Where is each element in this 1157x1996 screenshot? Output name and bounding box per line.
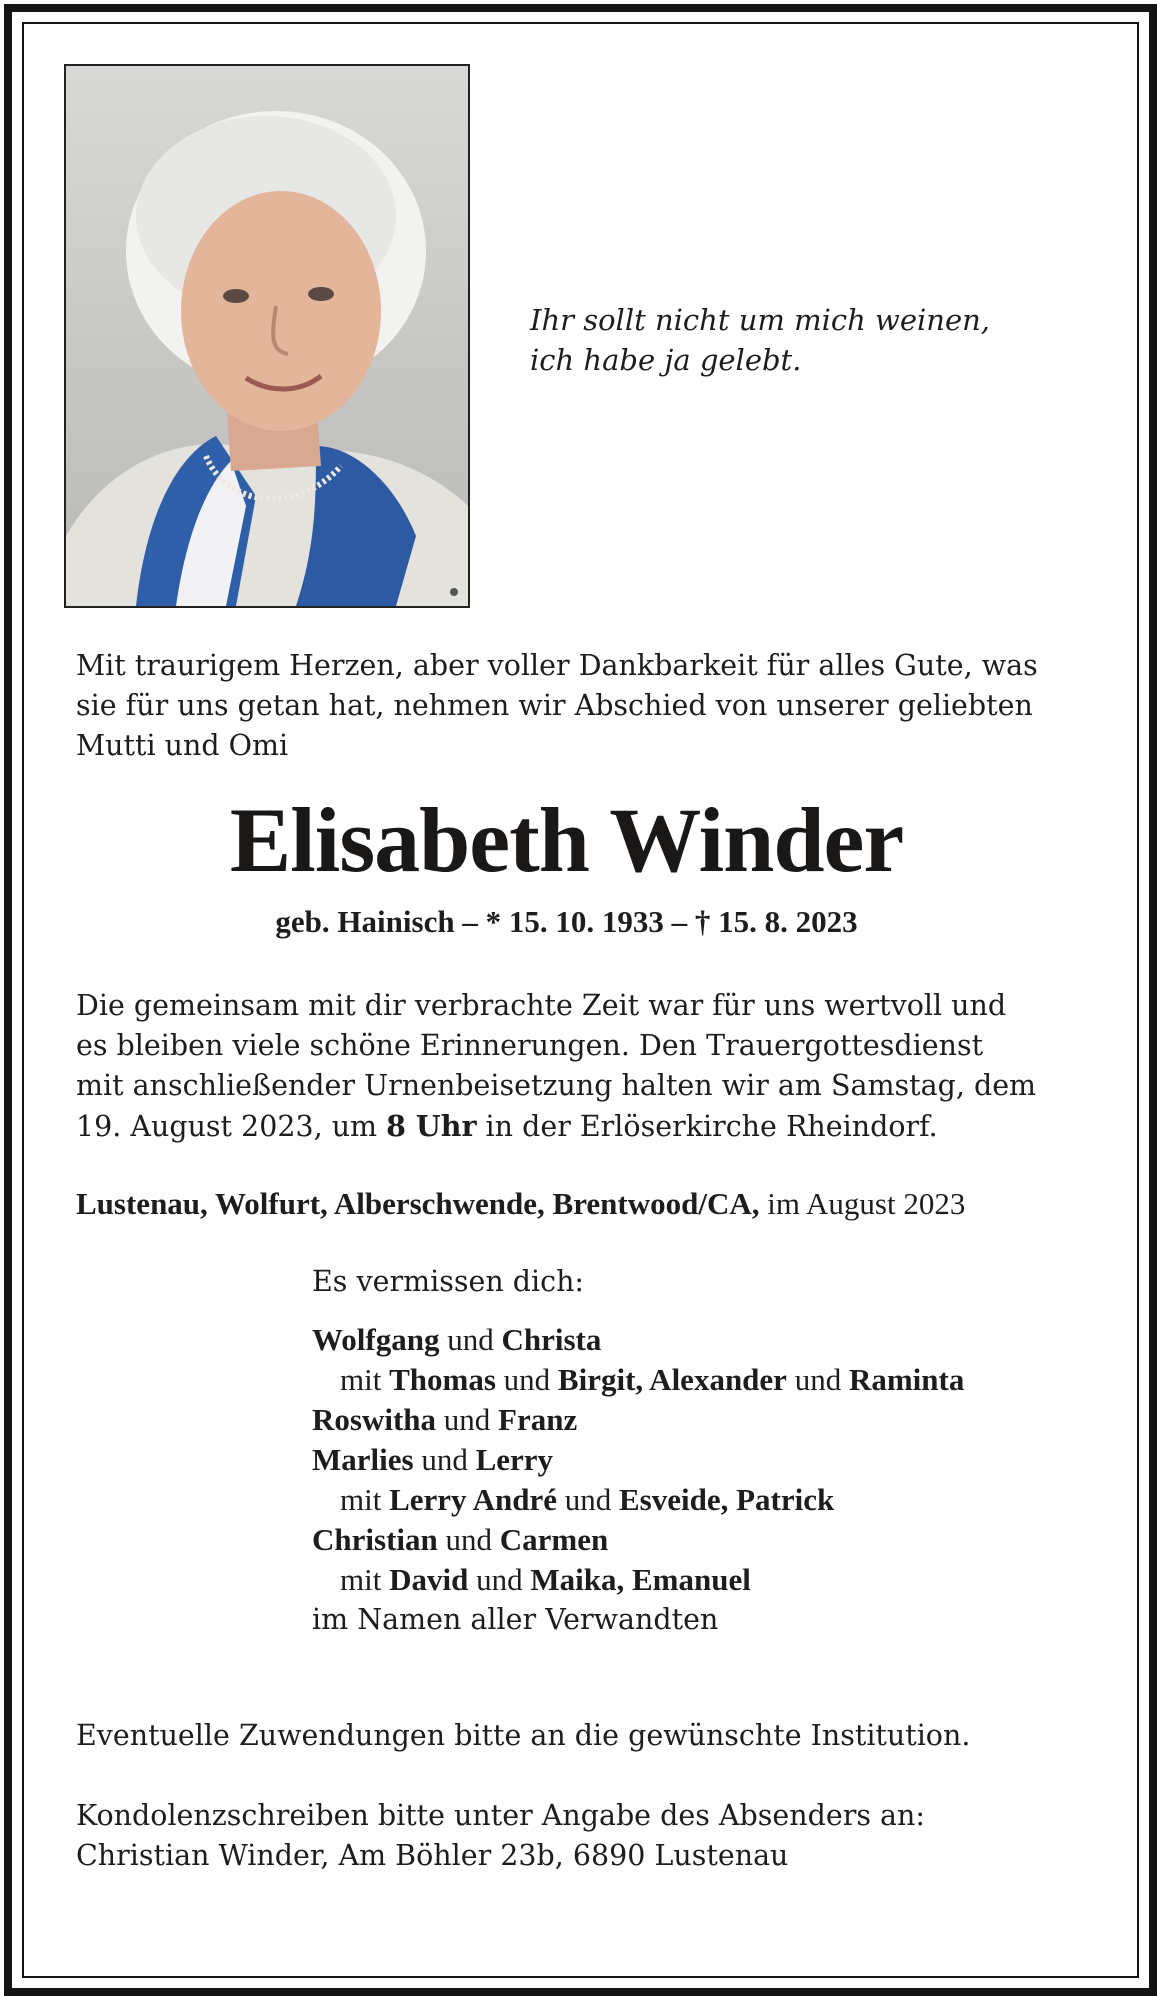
mourner-row <box>312 1320 1112 1360</box>
portrait-illustration <box>66 66 468 606</box>
mourner-name: Marlies <box>312 1442 414 1477</box>
mourner-row <box>312 1440 1112 1480</box>
mourner-name: Lerry <box>475 1442 554 1477</box>
mourner-row <box>312 1520 1112 1560</box>
places-list: Lustenau, Wolfurt, Alberschwende, Brentwood/CA, <box>76 1186 760 1221</box>
conjunction: und <box>503 1362 551 1397</box>
mourners-closing: im Namen aller Verwandten <box>312 1603 719 1636</box>
service-location: in der Erlöserkirche Rheindorf. <box>476 1110 938 1143</box>
conjunction: und <box>445 1522 492 1557</box>
mourner-name: Wolfgang <box>312 1322 440 1357</box>
conjunction: mit <box>340 1562 382 1597</box>
quote <box>530 300 1070 380</box>
mourner-name: Carmen <box>499 1522 609 1557</box>
places-date: im August 2023 <box>759 1186 966 1221</box>
service-paragraph <box>76 986 1086 1147</box>
mourner-name: Lerry André <box>389 1482 557 1517</box>
portrait-photo <box>64 64 470 608</box>
conjunction: und <box>443 1402 491 1437</box>
conjunction: mit <box>340 1482 382 1517</box>
mourner-name: Christian <box>312 1522 438 1557</box>
mourner-name: Birgit, Alexander <box>557 1362 787 1397</box>
deceased-name: Elisabeth Winder <box>229 789 904 891</box>
intro-line: sie für uns getan hat, nehmen wir Abschied von unserer geliebten <box>76 689 1033 722</box>
mourner-name: Maika, Emanuel <box>530 1562 751 1597</box>
conjunction: und <box>564 1482 612 1517</box>
conjunction: mit <box>340 1362 382 1397</box>
service-date: 19. August 2023, um <box>76 1110 387 1143</box>
donation-note <box>76 1716 1086 1756</box>
mourners-heading: Es vermissen dich: <box>312 1265 585 1298</box>
mourner-row <box>312 1480 1112 1520</box>
intro-line: Mutti und Omi <box>76 729 289 762</box>
service-line: mit anschließender Urnenbeisetzung halten wir am Samstag, dem <box>76 1069 1037 1102</box>
donation-line: Eventuelle Zuwendungen bitte an die gewünschte Institution. <box>76 1719 971 1752</box>
mourner-name: Esveide, Patrick <box>618 1482 835 1517</box>
condolence-line: Kondolenzschreiben bitte unter Angabe des Absenders an: <box>76 1799 925 1832</box>
condolence-line: Christian Winder, Am Böhler 23b, 6890 Lustenau <box>76 1839 789 1872</box>
deceased-dates: geb. Hainisch – * 15. 10. 1933 – † 15. 8. 2023 <box>275 904 858 939</box>
mourner-row <box>312 1560 1112 1600</box>
mourner-name: Franz <box>498 1402 578 1437</box>
service-line: Die gemeinsam mit dir verbrachte Zeit war für uns wertvoll und <box>76 989 1007 1022</box>
service-line: es bleiben viele schöne Erinnerungen. Den Trauergottesdienst <box>76 1029 984 1062</box>
conjunction: und <box>447 1322 494 1357</box>
mourner-name: Thomas <box>389 1362 496 1397</box>
intro-paragraph <box>76 646 1086 766</box>
mourners-list <box>312 1262 1112 1640</box>
mourner-name: Raminta <box>848 1362 965 1397</box>
mourner-name: Roswitha <box>312 1402 437 1437</box>
condolence-address <box>76 1796 1086 1876</box>
service-time: 8 Uhr <box>386 1109 477 1143</box>
places-line <box>76 1184 1086 1224</box>
intro-line: Mit traurigem Herzen, aber voller Dankbarkeit für alles Gute, was <box>76 649 1038 682</box>
mourner-name: Christa <box>501 1322 602 1357</box>
quote-line: ich habe ja gelebt. <box>530 343 802 377</box>
conjunction: und <box>476 1562 523 1597</box>
mourner-name: David <box>389 1562 469 1597</box>
conjunction: und <box>421 1442 468 1477</box>
quote-line: Ihr sollt nicht um mich weinen, <box>530 303 991 337</box>
mourner-row <box>312 1360 1112 1400</box>
service-line <box>76 1106 1086 1147</box>
mourner-row <box>312 1400 1112 1440</box>
conjunction: und <box>794 1362 842 1397</box>
